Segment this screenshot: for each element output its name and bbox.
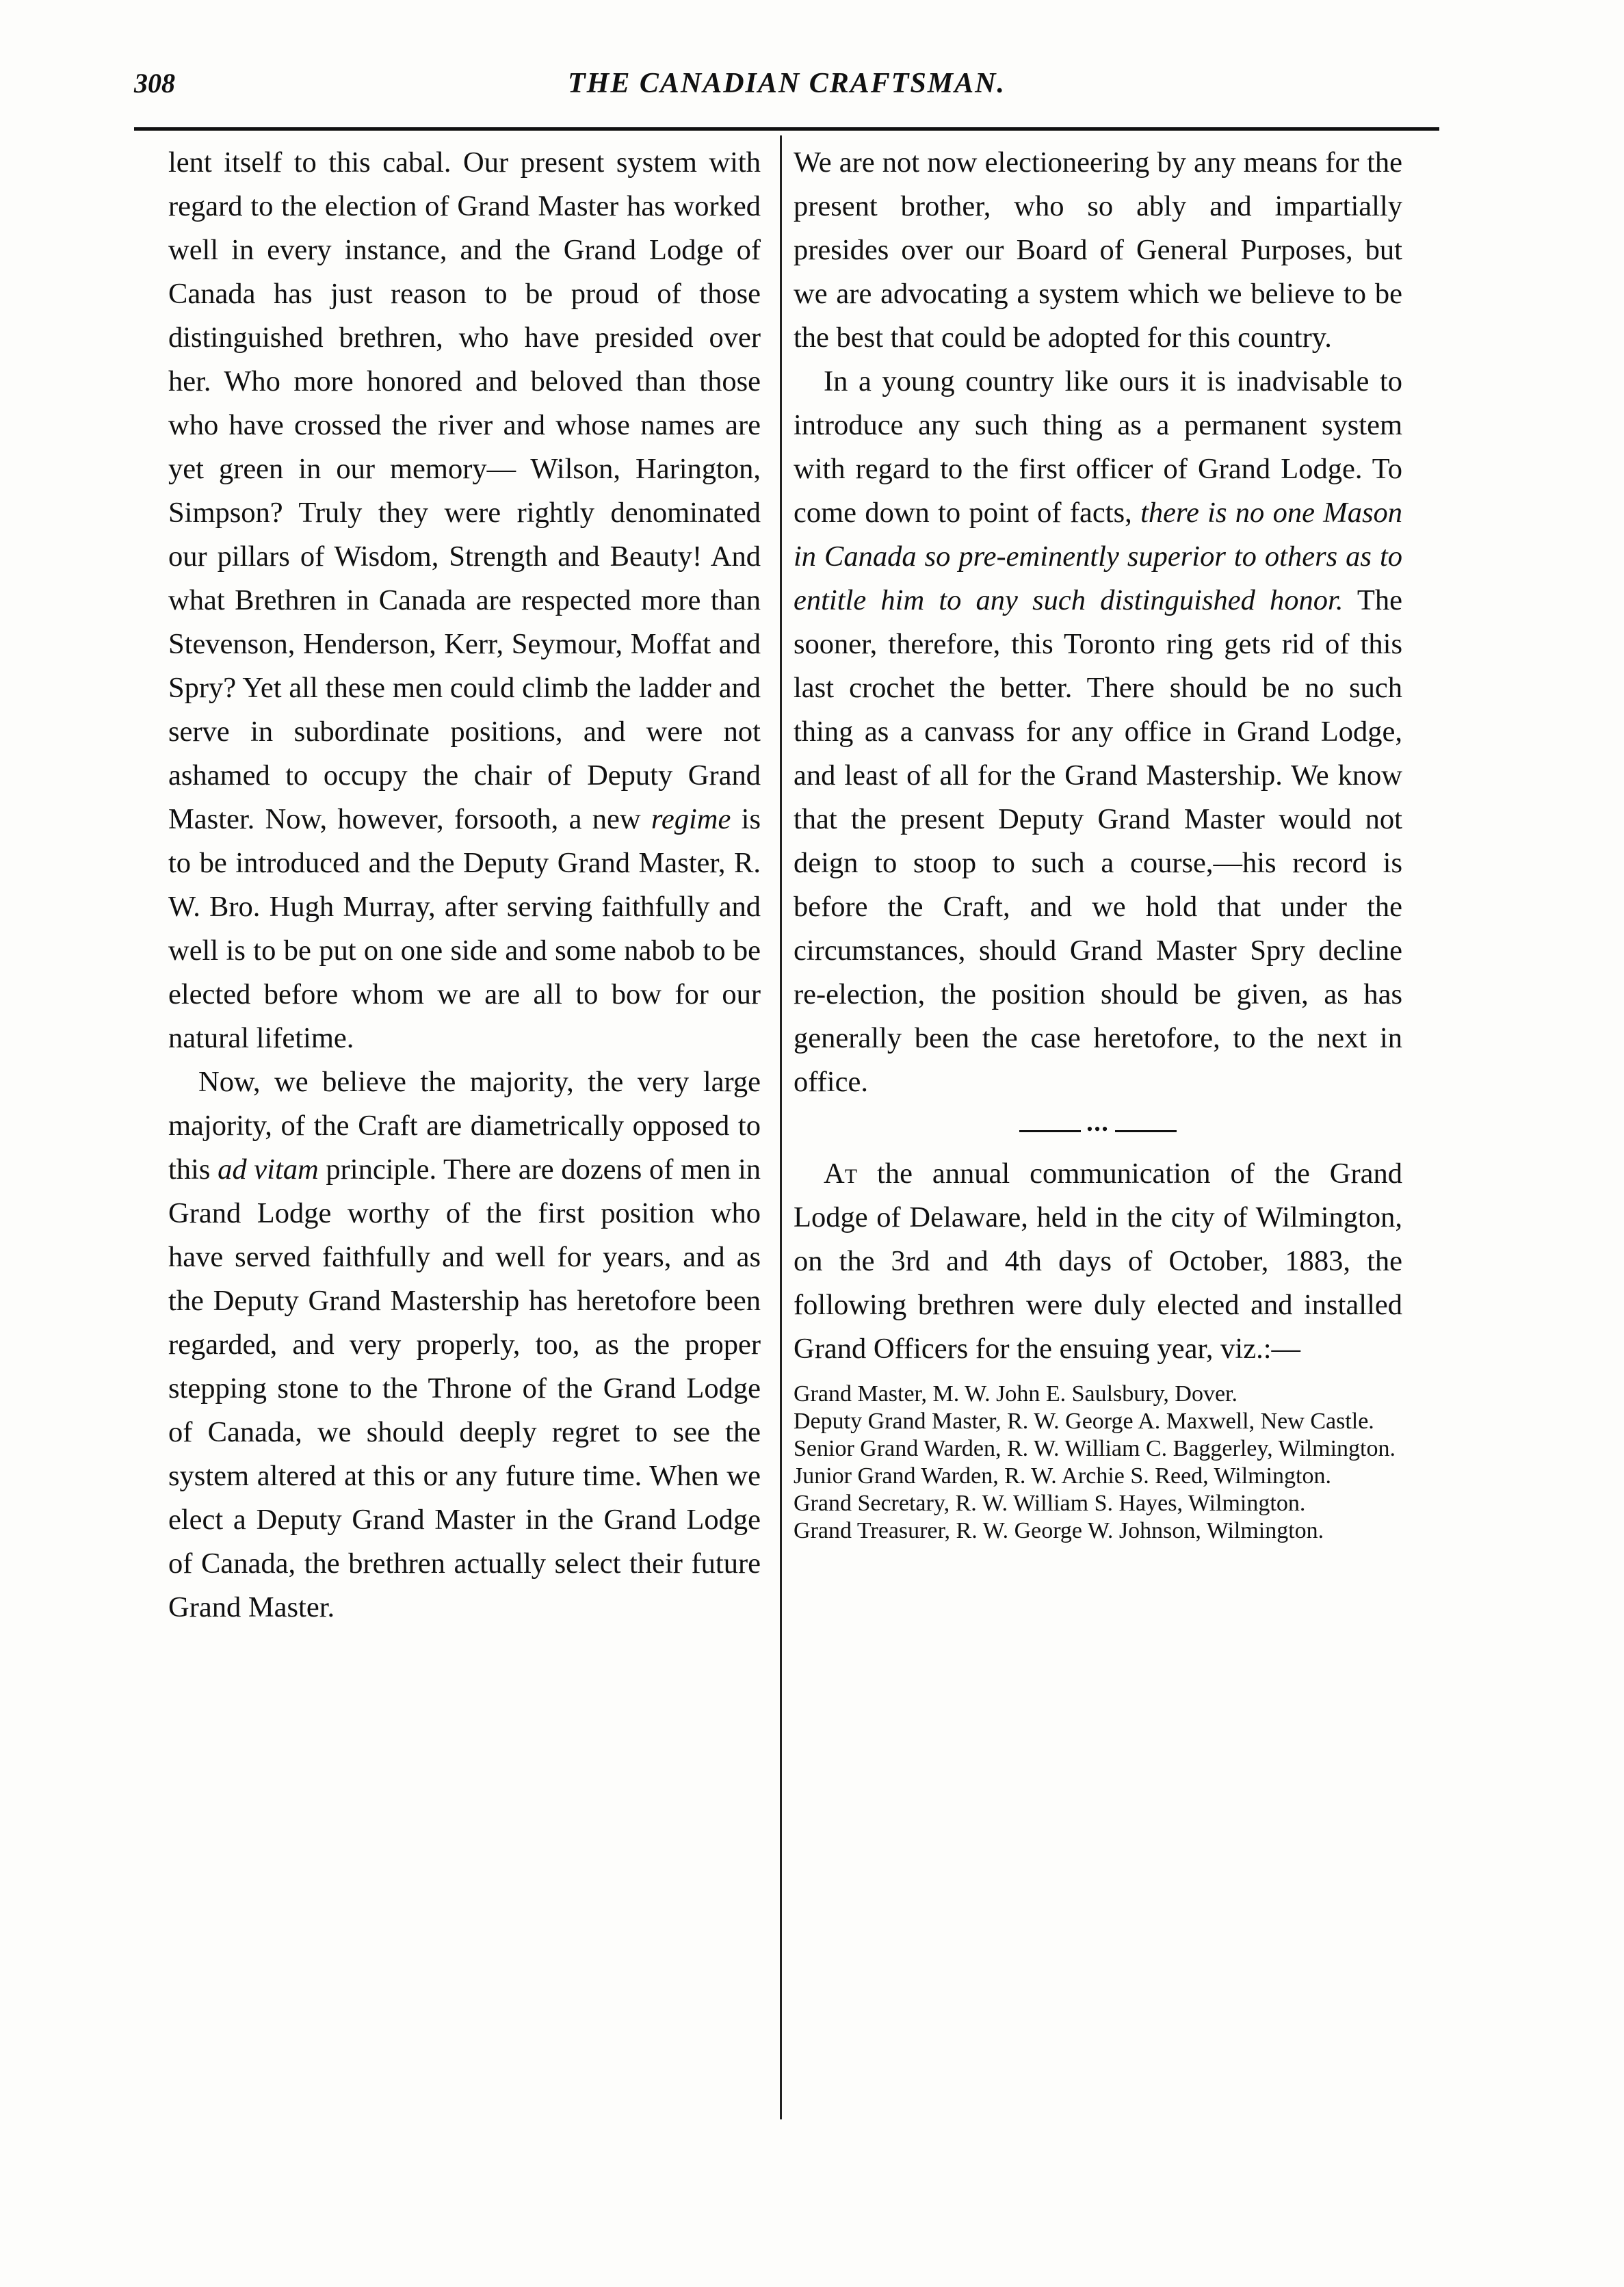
running-head: THE CANADIAN CRAFTSMAN. [568,68,1006,99]
right-paragraph-2-text: In a young country like ours it is inadvisable to introduce any such thing as a permanent system with regard to the first officer of Grand Lodge. To come down to point of facts, [794,365,1402,529]
right-column [794,141,1402,1545]
column-divider [780,135,782,2119]
header-rule [134,127,1439,131]
section-divider-ornament [794,1119,1402,1140]
left-paragraph-2-text: Now, we believe the majority, the very large majority, of the Craft are diametrically opposed to this [168,1066,761,1186]
left-paragraph-2-italic: ad vitam [218,1153,319,1186]
right-paragraph-2-end: The sooner, therefore, this Toronto ring gets rid of this last crochet the better. There should be no such thing as a canvass for any office in Grand Lodge, and least of all for the Grand Mastership. We know that the present Deputy Grand Master would not deign to stoop to such a course,—his record is before the Craft, and we hold that under the circumstances, should Grand Master Spry decline re-election, the position should be given, as has generally been the case heretofore, to the next in office. [794,584,1402,1098]
officer-item: Deputy Grand Master, R. W. George A. Maxwell, New Castle. [794,1409,1374,1434]
ornament-rule-left [1019,1130,1081,1132]
left-paragraph-2-end: principle. There are dozens of men in Grand Lodge worthy of the first position who have served faithfully and well for years, and as the Deputy Grand Mastership has heretofore been regarded, and very properly, too, as the proper stepping stone to the Throne of the Grand Lodge of Canada, we should deeply regret to see the system altered at this or any future time. When we elect a Deputy Grand Master in the Grand Lodge of Canada, the brethren actually select their future Grand Master. [168,1153,761,1623]
right-paragraph-3-lead: At [824,1158,858,1190]
right-paragraph-1: We are not now electioneering by any means for the present brother, who so ably and impartially presides over our Board of General Purposes, but we are advocating a system which we believe to be the best that could be adopted for this country. [794,146,1402,354]
left-paragraph-1-end: is to be introduced and the Deputy Grand Master, R. W. Bro. Hugh Murray, after serving faithfully and well is to be put on one side and some nabob to be elected before whom we are all to bow for our natural lifetime. [168,803,761,1054]
left-paragraph-2 [168,1060,761,1630]
ornament-rule-right [1115,1130,1177,1132]
left-paragraph-1-text: lent itself to this cabal. Our present system with regard to the election of Grand Master has worked well in every instance, and the Grand Lodge of Canada has just reason to be proud of those distinguished brethren, who have presided over her. Who more honored and beloved than those who have crossed the river and whose names are yet green in our memory— Wilson, Harington, Simpson? Truly they were rightly denominated our pillars of Wisdom, Strength and Beauty! And what Brethren in Canada are respected more than Stevenson, Henderson, Kerr, Seymour, Moffat and Spry? Yet all these men could climb the ladder and serve in subordinate positions, and were not ashamed to occupy the chair of Deputy Grand Master. Now, however, forsooth, a new [168,146,761,835]
officer-item: Grand Secretary, R. W. William S. Hayes, Wilmington. [794,1491,1306,1516]
ornament-glyph: ••• [1086,1119,1110,1139]
right-paragraph-2-italic: there is no one Mason in Canada so pre-eminently superior to others as to entitle him to any such distinguished honor. [794,497,1403,616]
right-paragraph-3 [794,1152,1402,1371]
page-header [134,67,1439,108]
officer-item: Senior Grand Warden, R. W. William C. Baggerley, Wilmington. [794,1436,1396,1461]
left-column [168,141,761,1630]
page-number: 308 [134,68,175,99]
right-paragraph-2 [794,360,1402,1104]
left-paragraph-1-italic: regime [651,803,731,835]
officer-item: Grand Treasurer, R. W. George W. Johnson, Wilmington. [794,1518,1324,1543]
officer-list [794,1381,1402,1545]
officer-item: Junior Grand Warden, R. W. Archie S. Reed, Wilmington. [794,1463,1332,1489]
officer-item: Grand Master, M. W. John E. Saulsbury, Dover. [794,1381,1237,1407]
left-paragraph-1 [168,141,761,1060]
right-paragraph-3-text: the annual communication of the Grand Lodge of Delaware, held in the city of Wilmington, on the 3rd and 4th days of October, 1883, the following brethren were duly elected and installed Grand Officers for the ensuing year, viz.:— [794,1158,1402,1365]
